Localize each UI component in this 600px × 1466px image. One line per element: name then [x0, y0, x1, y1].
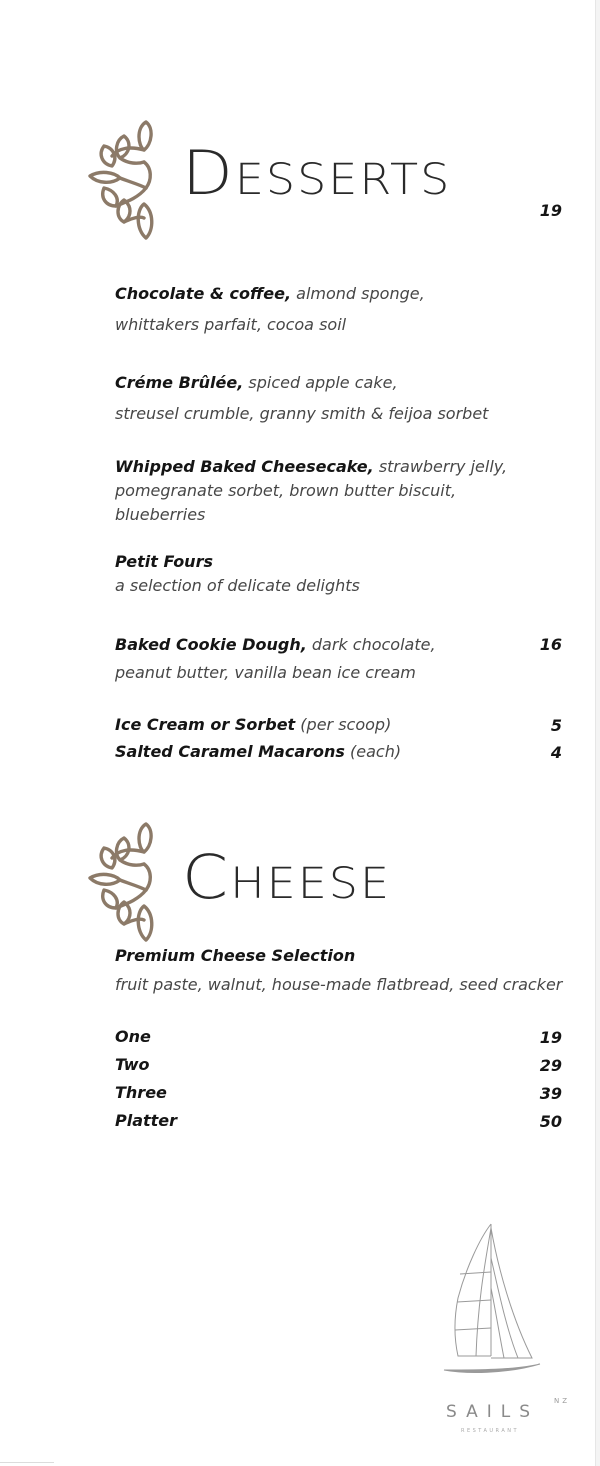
dessert-item-desc: strawberry jelly,: [373, 457, 508, 476]
dessert-item-desc: whittakers parfait, cocoa soil: [115, 315, 347, 334]
dessert-item-petit-fours: [115, 550, 535, 598]
desserts-title: Desserts: [182, 138, 452, 209]
dessert-item-name: Petit Fours: [115, 552, 213, 571]
cheese-option-label: Platter: [115, 1111, 178, 1130]
cheese-option-row: [115, 1053, 535, 1077]
dessert-extra-name: Salted Caramel Macarons: [115, 742, 345, 761]
brand-logo-suffix: NZ: [554, 1397, 571, 1405]
dessert-item-desc: pomegranate sorbet, brown butter biscuit,: [115, 481, 457, 500]
dessert-extra-macarons: [115, 740, 535, 764]
dessert-extra-desc: (each): [344, 742, 402, 761]
page-edge-shade: [596, 0, 600, 1466]
cheese-option-label: Two: [115, 1055, 150, 1074]
celtic-knot-icon: [86, 820, 158, 944]
dessert-item-creme-brulee: [115, 367, 535, 429]
dessert-extra-name: Ice Cream or Sorbet: [115, 715, 296, 734]
cheese-option-price: 50: [539, 1112, 562, 1131]
dessert-extra-ice-cream: [115, 713, 535, 737]
dessert-item-cookie-dough: [115, 631, 535, 687]
dessert-extra-price: 5: [550, 716, 562, 735]
dessert-extra-desc: (per scoop): [295, 715, 392, 734]
cheese-selection: [115, 941, 575, 999]
dessert-item-cheesecake: [115, 455, 535, 527]
dessert-item-desc: streusel crumble, granny smith & feijoa sorbet: [115, 404, 489, 423]
dessert-item-desc: blueberries: [115, 505, 206, 524]
dessert-item-desc: peanut butter, vanilla bean ice cream: [115, 663, 416, 682]
dessert-item-name: Chocolate & coffee,: [115, 284, 292, 303]
cheese-option-price: 19: [539, 1028, 562, 1047]
corner-line: [0, 1462, 54, 1463]
cheese-option-price: 29: [539, 1056, 562, 1075]
brand-logo-subtitle: RESTAURANT: [461, 1428, 520, 1434]
sailboat-logo-icon: [436, 1218, 548, 1380]
dessert-item-desc: almond sponge,: [291, 284, 425, 303]
cheese-option-label: Three: [115, 1083, 167, 1102]
cheese-option-row: [115, 1081, 535, 1105]
dessert-item-name: Baked Cookie Dough,: [115, 635, 307, 654]
cheese-heading: Premium Cheese Selection: [115, 946, 356, 965]
desserts-price: 19: [539, 201, 562, 220]
dessert-item-desc: spiced apple cake,: [243, 373, 398, 392]
dessert-item-price: 16: [539, 635, 562, 654]
dessert-item-name: Créme Brûlée,: [115, 373, 244, 392]
brand-logo-text: SAILS: [446, 1402, 540, 1422]
cheese-option-price: 39: [539, 1084, 562, 1103]
dessert-item-name: Whipped Baked Cheesecake,: [115, 457, 374, 476]
dessert-item-desc: dark chocolate,: [306, 635, 436, 654]
cheese-option-row: [115, 1025, 535, 1049]
dessert-extra-price: 4: [550, 743, 562, 762]
dessert-item-chocolate-coffee: [115, 278, 535, 340]
dessert-item-desc: a selection of delicate delights: [115, 576, 360, 595]
celtic-knot-icon: [86, 118, 158, 242]
cheese-desc: fruit paste, walnut, house-made flatbread, seed cracker: [115, 975, 563, 994]
cheese-option-row: [115, 1109, 535, 1133]
cheese-title: Cheese: [182, 842, 392, 913]
cheese-option-label: One: [115, 1027, 151, 1046]
